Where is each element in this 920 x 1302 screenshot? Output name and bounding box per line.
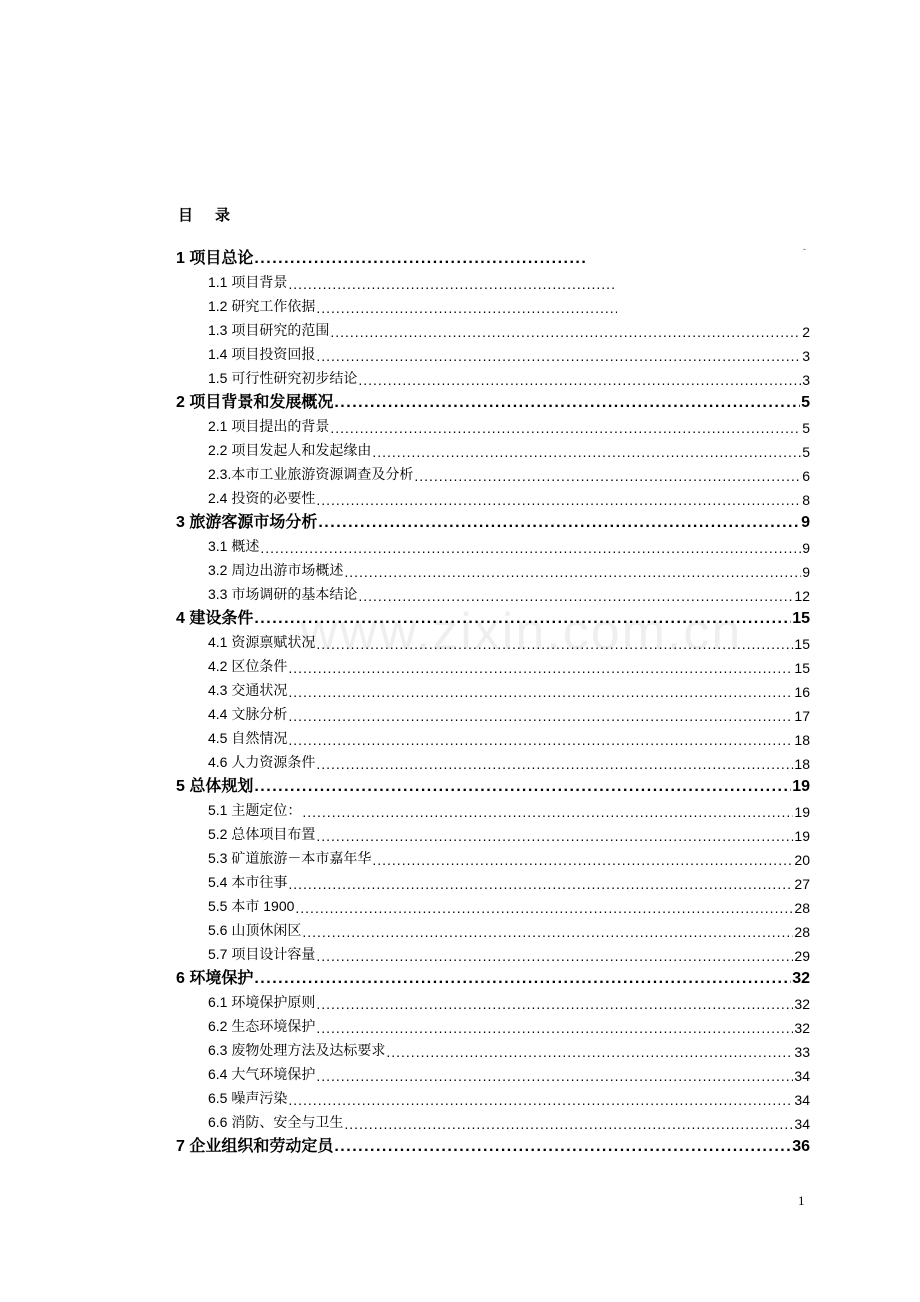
toc-entry-label: 6.4 大气环境保护 [208,1066,316,1082]
toc-entry-label: 1.5 可行性研究初步结论 [208,370,358,386]
toc-section-entry[interactable] [176,316,810,340]
toc-entry-label: 4.1 资源禀赋状况 [208,634,316,650]
toc-entry-label: 5.6 山顶休闲区 [208,922,302,938]
toc-entry-page: 34 [794,1068,810,1084]
toc-leader-dots [358,372,801,388]
toc-chapter-entry[interactable] [176,772,810,796]
toc-entry-label: 5 总体规划 [176,778,254,795]
toc-section-entry[interactable] [176,1060,810,1084]
toc-entry-label: 6.5 噪声污染 [208,1090,288,1106]
toc-entry-label: 2.3.本市工业旅游资源调查及分析 [208,466,414,482]
toc-entry-page: 15 [792,610,810,627]
toc-entry-page: 19 [794,804,810,820]
toc-leader-dots [316,1068,793,1084]
toc-leader-dots [344,1116,793,1132]
toc-entry-page: 5 [802,444,810,460]
toc-leader-dots [254,970,791,988]
toc-entry-page: 34 [794,1092,810,1108]
toc-entry-label: 4.6 人力资源条件 [208,754,316,770]
toc-section-entry[interactable] [176,556,810,580]
toc-entry-label: 4.2 区位条件 [208,658,288,674]
toc-entry-label: 3 旅游客源市场分析 [176,514,318,531]
toc-section-entry[interactable] [176,436,810,460]
toc-entry-label: 5.4 本市往事 [208,874,288,890]
toc-chapter-entry[interactable] [176,1132,810,1156]
toc-entry-page: 34 [794,1116,810,1132]
toc-entry-page: 3 [802,348,810,364]
toc-entry-label: 5.3 矿道旅游－本市嘉年华 [208,850,372,866]
toc-entry-page: 9 [801,514,810,531]
toc-chapter-entry[interactable] [176,388,810,412]
toc-leader-dots [288,684,793,700]
toc-entry-page: 5 [802,420,810,436]
toc-entry-page: 28 [794,924,810,940]
toc-leader-dots [254,778,791,796]
toc-leader-dots [316,636,793,652]
toc-heading-char-2: 录 [215,206,231,224]
toc-entry-label: 6.3 废物处理方法及达标要求 [208,1042,386,1058]
toc-section-entry[interactable] [176,820,810,844]
toc-section-entry[interactable] [176,1084,810,1108]
toc-section-entry[interactable] [176,628,810,652]
toc-entry-label: 1.4 项目投资回报 [208,346,316,362]
toc-entry-label: 3.1 概述 [208,538,260,554]
toc-leader-dots [302,804,793,820]
toc-entry-page: 18 [794,732,810,748]
toc-leader-dots [316,300,617,316]
toc-leader-dots [372,852,793,868]
toc-leader-dots [334,1138,791,1156]
toc-entry-page: 8 [802,492,810,508]
toc-entry-label: 1 项目总论 [176,250,254,267]
toc-section-entry[interactable] [176,364,810,388]
toc-entry-page: 36 [792,1138,810,1155]
toc-section-entry[interactable] [176,580,810,604]
toc-leader-dots [316,948,793,964]
toc-section-entry[interactable] [176,268,618,292]
watermark: www.zixin.com.cn [300,603,743,661]
toc-entry-label: 5.7 项目设计容量 [208,946,316,962]
page-number: 1 [798,1193,805,1208]
toc-leader-dots [295,900,793,916]
toc-entry-page: 19 [794,828,810,844]
toc-entry-label: 6 环境保护 [176,970,254,987]
toc-leader-dots [316,492,801,508]
toc-entry-label: 4 建设条件 [176,610,254,627]
toc-entry-page: 19 [792,778,810,795]
toc-leader-dots [330,324,801,340]
toc-section-entry[interactable] [176,988,810,1012]
toc-section-entry[interactable] [176,1036,810,1060]
toc-entry-label: 2.1 项目提出的背景 [208,418,330,434]
toc-entry-label: 1.2 研究工作依据 [208,298,316,314]
toc-entry-label: 2 项目背景和发展概况 [176,394,334,411]
toc-leader-dots [386,1044,793,1060]
toc-leader-dots [288,876,793,892]
toc-section-entry[interactable] [176,1012,810,1036]
toc-section-entry[interactable] [176,892,810,916]
toc-section-entry[interactable] [176,292,618,316]
toc-section-entry[interactable] [176,532,810,556]
toc-entry-label: 3.3 市场调研的基本结论 [208,586,358,602]
toc-entry-page: 9 [802,540,810,556]
toc-section-entry[interactable] [176,652,810,676]
toc-entry-page: 29 [794,948,810,964]
toc-entry-page: 15 [794,636,810,652]
toc-leader-dots [260,540,801,556]
toc-leader-dots [330,420,801,436]
toc-chapter-entry[interactable] [176,508,810,532]
toc-leader-dots [288,708,793,724]
toc-entry-page: 5 [801,394,810,411]
toc-section-entry[interactable] [176,868,810,892]
toc-chapter-entry[interactable] [176,244,586,268]
toc-entry-page: 32 [794,996,810,1012]
toc-leader-dots [318,514,800,532]
toc-entry-label: 4.5 自然情况 [208,730,288,746]
toc-section-entry[interactable] [176,940,810,964]
toc-leader-dots [344,564,801,580]
toc-entry-label: 2.2 项目发起人和发起缘由 [208,442,372,458]
toc-section-entry[interactable] [176,676,810,700]
toc-entry-label: 4.3 交通状况 [208,682,288,698]
toc-entry-page: 6 [802,468,810,484]
toc-entry-label: 5.1 主题定位： [208,802,302,818]
toc-entry-label: 3.2 周边出游市场概述 [208,562,344,578]
toc-section-entry[interactable] [176,484,810,508]
toc-leader-dots [414,468,801,484]
toc-entry-label: 4.4 文脉分析 [208,706,288,722]
toc-leader-dots [254,250,585,268]
toc-entry-label: 6.1 环境保护原则 [208,994,316,1010]
toc-entry-label: 1.3 项目研究的范围 [208,322,330,338]
toc-leader-dots [316,828,793,844]
toc-leader-dots [334,394,800,412]
toc-leader-dots [358,588,793,604]
toc-leader-dots [254,610,791,628]
toc-entry-label: 6.2 生态环境保护 [208,1018,316,1034]
toc-entry-page: 9 [802,564,810,580]
toc-entry-label: 6.6 消防、安全与卫生 [208,1114,344,1130]
toc-leader-dots [302,924,793,940]
toc-entry-page: 3 [802,372,810,388]
toc-entry-page: 20 [794,852,810,868]
toc-chapter-entry[interactable] [176,964,810,988]
toc-heading [178,204,230,225]
toc-section-entry[interactable] [176,844,810,868]
toc-entry-page: 16 [794,684,810,700]
toc-leader-dots [316,348,801,364]
toc-leader-dots [288,660,793,676]
toc-leader-dots [316,996,793,1012]
toc-section-entry[interactable] [176,796,810,820]
toc-entry-page: 32 [792,970,810,987]
table-of-contents [176,244,810,1156]
toc-entry-page: 18 [794,756,810,772]
toc-entry-page: 2 [802,324,810,340]
toc-entry-page: 33 [794,1044,810,1060]
toc-leader-dots [288,276,617,292]
toc-section-entry[interactable] [176,412,810,436]
toc-entry-page: 32 [794,1020,810,1036]
toc-entry-page: 27 [794,876,810,892]
toc-leader-dots [316,1020,793,1036]
toc-section-entry[interactable] [176,916,810,940]
toc-entry-page: 12 [794,588,810,604]
toc-section-entry[interactable] [176,1108,810,1132]
stray-mark: - [803,244,806,254]
toc-entry-label: 7 企业组织和劳动定员 [176,1138,334,1155]
toc-entry-page: 15 [794,660,810,676]
toc-section-entry[interactable] [176,460,810,484]
toc-entry-page: 17 [794,708,810,724]
toc-entry-label: 5.5 本市 1900 [208,898,295,914]
toc-entry-page: 28 [794,900,810,916]
toc-entry-label: 5.2 总体项目布置 [208,826,316,842]
toc-section-entry[interactable] [176,748,810,772]
toc-leader-dots [372,444,801,460]
toc-leader-dots [288,732,793,748]
toc-leader-dots [288,1092,793,1108]
toc-section-entry[interactable] [176,724,810,748]
toc-entry-label: 1.1 项目背景 [208,274,288,290]
toc-entry-label: 2.4 投资的必要性 [208,490,316,506]
toc-section-entry[interactable] [176,340,810,364]
toc-heading-char-1: 目 [178,206,194,224]
toc-chapter-entry[interactable] [176,604,810,628]
toc-leader-dots [316,756,793,772]
toc-section-entry[interactable] [176,700,810,724]
